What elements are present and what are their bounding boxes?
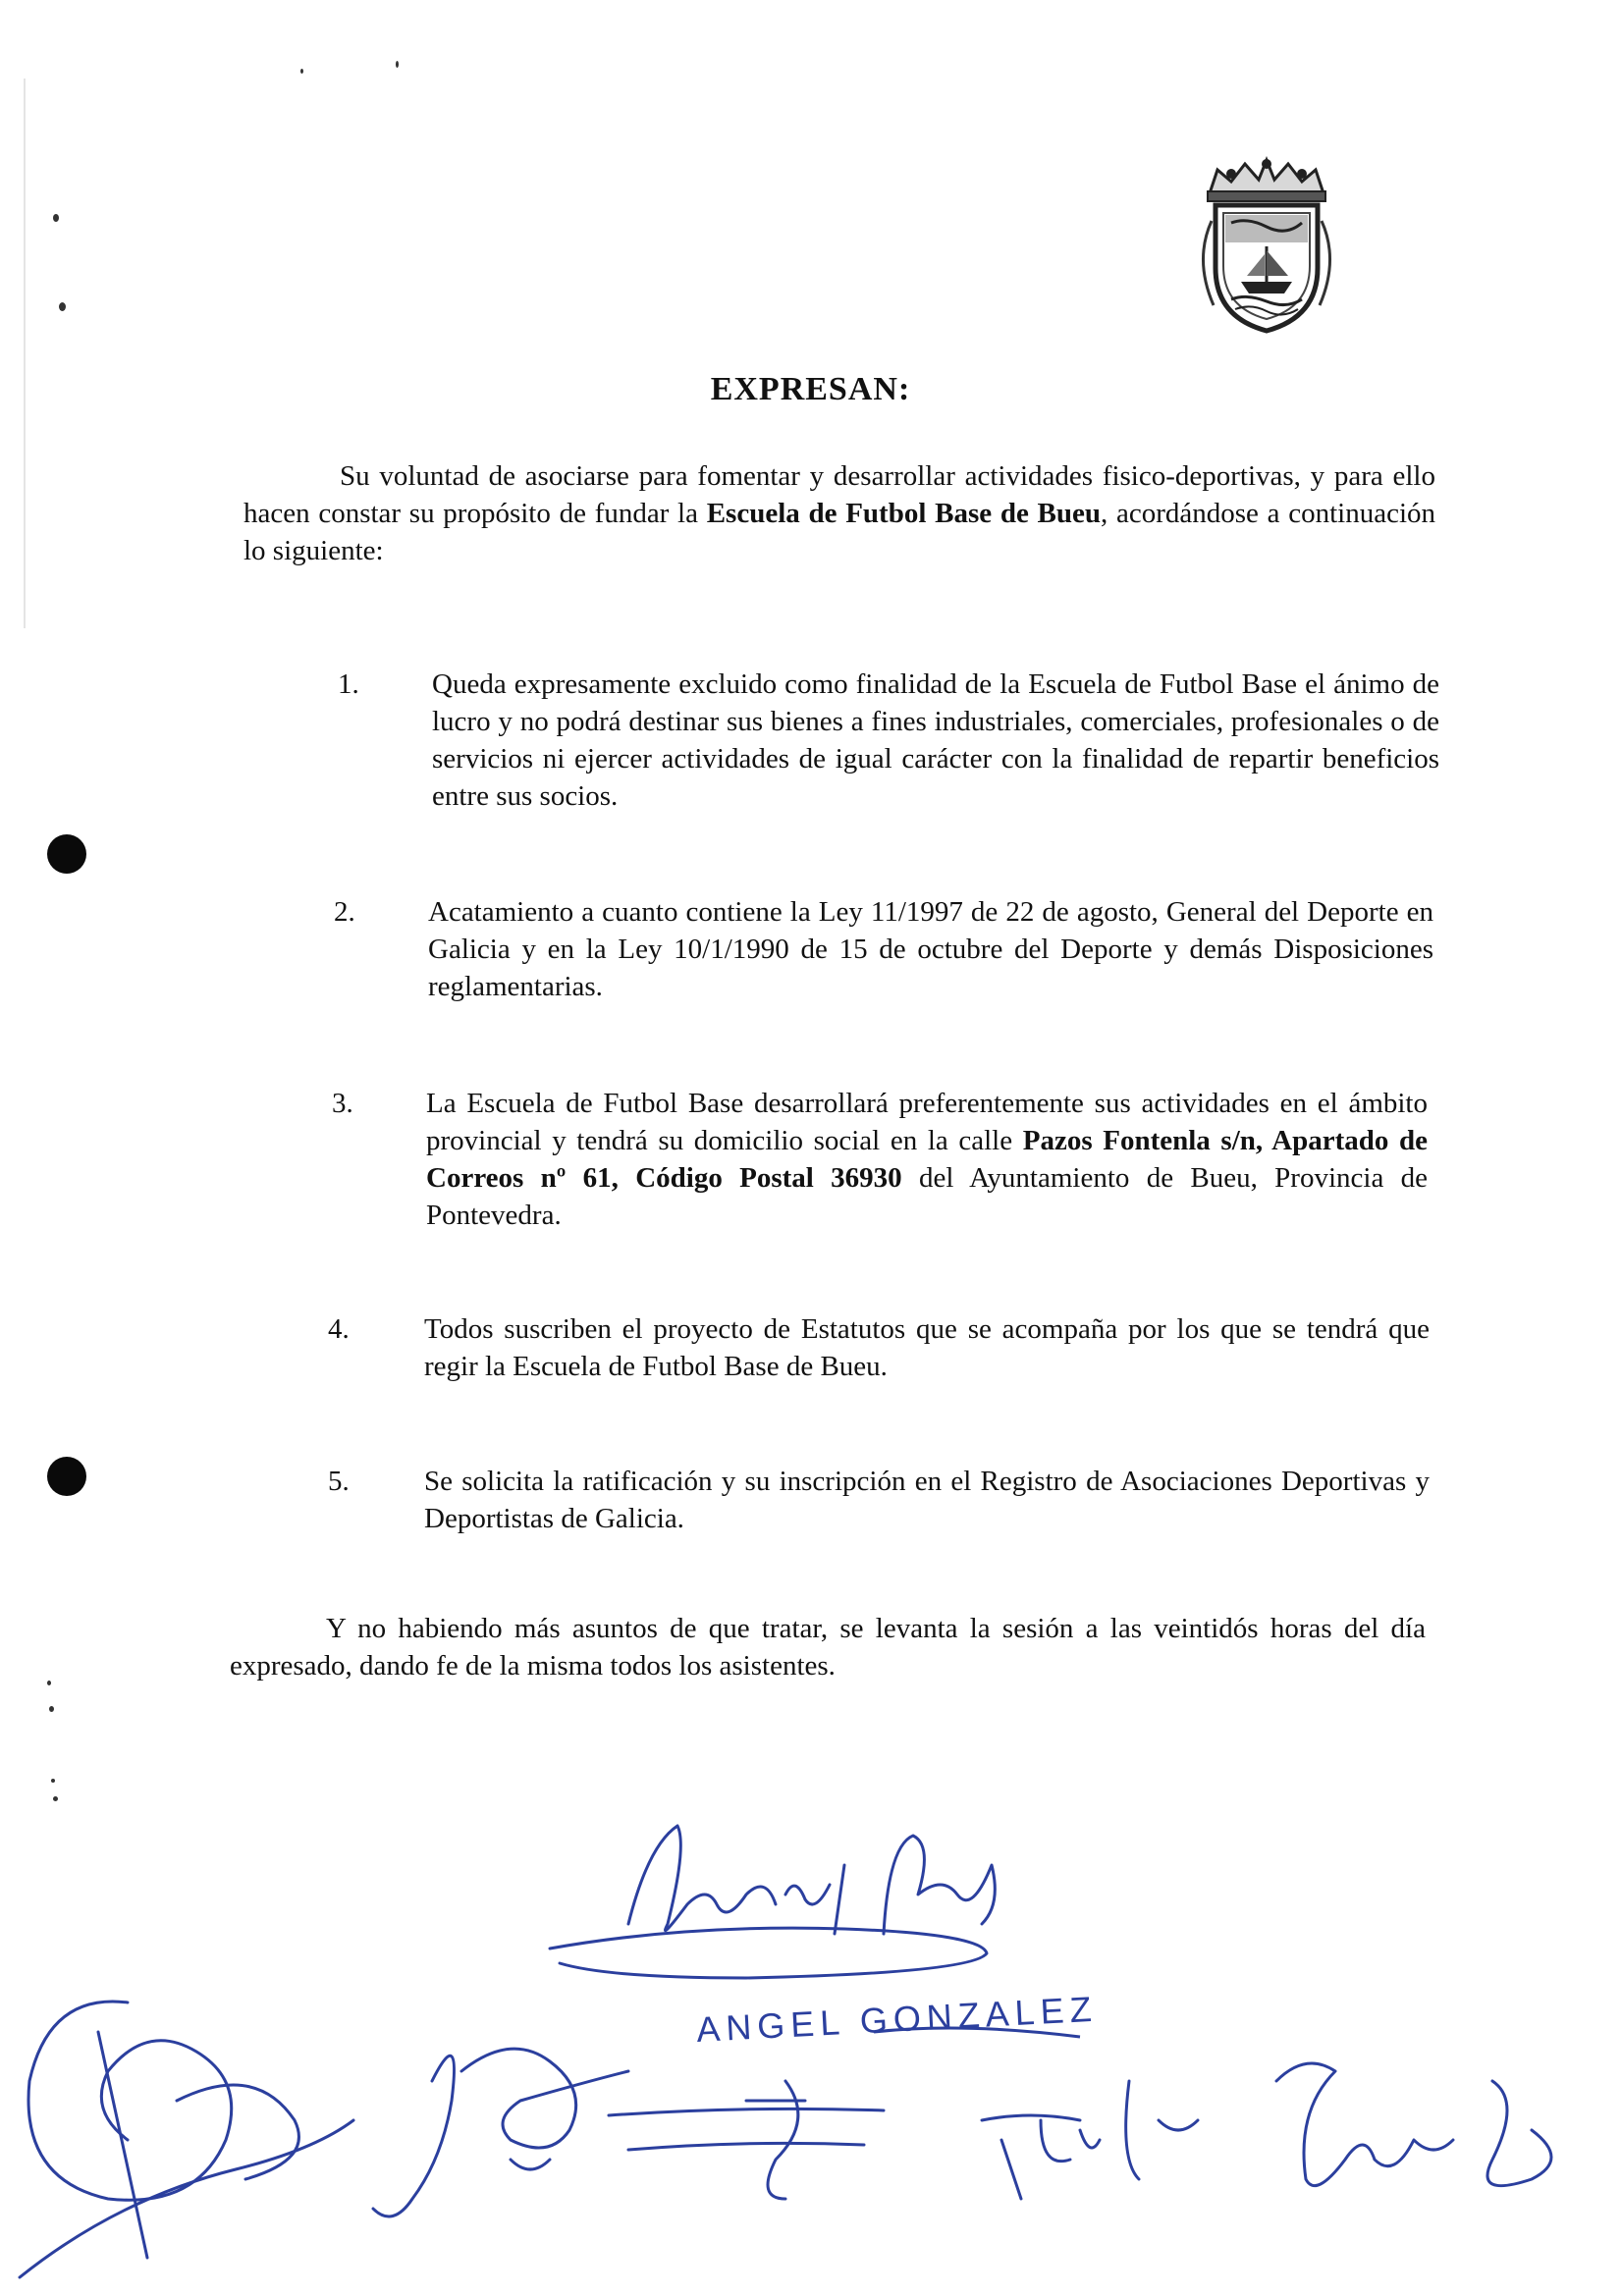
scan-edge-line [24, 79, 26, 628]
scan-speck [396, 61, 399, 68]
item-text: Se solicita la ratificación y su inscripción en el Registro de Asociaciones Deportivas y Deportistas de Galicia. [424, 1466, 1430, 1534]
punch-hole [47, 1457, 86, 1496]
coat-of-arms-icon [1188, 152, 1345, 339]
item-text-end: del Ayuntamiento de Bueu, Provincia de Pontevedra. [426, 1162, 1428, 1231]
scan-speck [47, 1681, 51, 1685]
punch-hole [47, 834, 86, 874]
item-number: 3. [332, 1088, 353, 1119]
scan-speck [59, 302, 66, 311]
intro-text: Su voluntad de asociarse para fomentar y desarrollar actividades fisico-deportivas, y para ello hacen constar su propósito de fundar la [243, 460, 1435, 529]
item-number: 1. [338, 668, 359, 700]
school-name: Escuela de Futbol Base de Bueu [706, 498, 1102, 529]
item-text [426, 1085, 1428, 1234]
item-number: 2. [334, 896, 355, 928]
item-text-start: La Escuela de Futbol Base desarrollará preferentemente sus actividades en el ámbito provincial y tendrá su domicilio social en la calle [426, 1088, 1428, 1156]
handwritten-name: ANGEL GONZALEZ [695, 1988, 1099, 2050]
section-heading: EXPRESAN: [710, 371, 911, 407]
scan-speck [49, 1706, 54, 1712]
intro-text-end: , acordándose a continuación lo siguiente: [243, 498, 1436, 566]
closing-paragraph: Y no habiendo más asuntos de que tratar, se levanta la sesión a las veintidós horas del día expresado, dando fe de la misma todos los asistentes. [230, 1613, 1426, 1682]
item-number: 5. [328, 1466, 350, 1497]
item-text: Queda expresamente excluido como finalidad de la Escuela de Futbol Base el ánimo de lucro y no podrá destinar sus bienes a fines industriales, comerciales, profesionales o de servicios ni ejercer actividades de igual carácter con la finalidad de repartir beneficios entre sus socios. [432, 668, 1439, 812]
item-number: 4. [328, 1313, 350, 1345]
address: Pazos Fontenla s/n, Apartado de Correos nº 61, Código Postal 36930 [426, 1125, 1428, 1194]
signatures [0, 1787, 1621, 2296]
item-text: Todos suscriben el proyecto de Estatutos que se acompaña por los que se tendrá que regir la Escuela de Futbol Base de Bueu. [424, 1313, 1430, 1382]
intro-paragraph [243, 457, 1435, 569]
scan-speck [51, 1779, 55, 1783]
item-text: Acatamiento a cuanto contiene la Ley 11/1997 de 22 de agosto, General del Deporte en Galicia y en la Ley 10/1/1990 de 15 de octubre del Deporte y demás Disposiciones reglamentarias. [428, 896, 1433, 1002]
scan-speck [53, 214, 59, 222]
scan-speck [300, 69, 303, 74]
